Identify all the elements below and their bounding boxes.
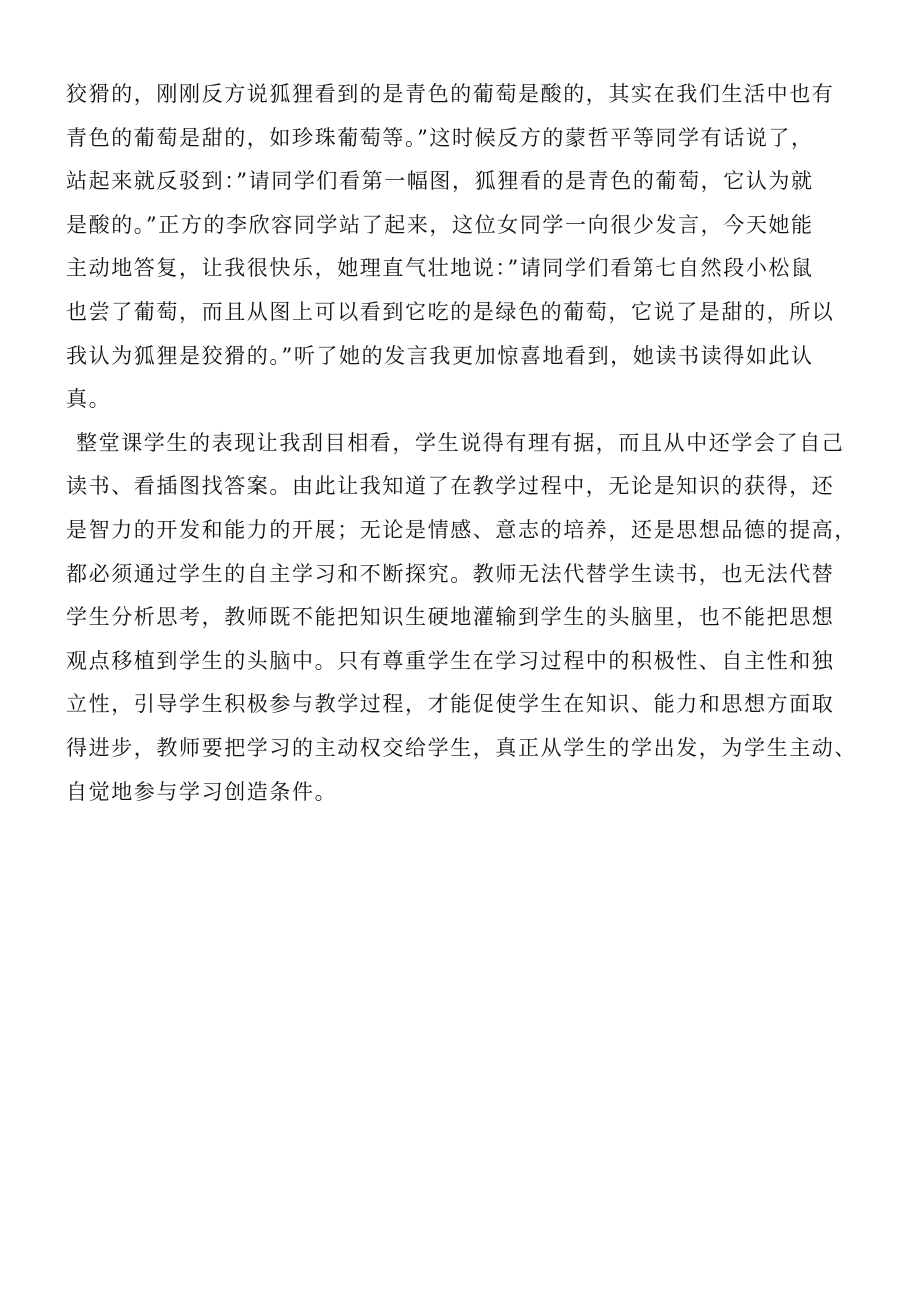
text-line: 狡猾的，刚刚反方说狐狸看到的是青色的葡萄是酸的，其实在我们生活中也有: [66, 82, 835, 106]
paragraph-1: [66, 73, 866, 422]
text-line: 我认为狐狸是狡猾的。”听了她的发言我更加惊喜地看到，她读书读得如此认: [66, 343, 814, 368]
text-line: 读书、看插图找答案。由此让我知道了在教学过程中，无论是知识的获得，还: [66, 474, 835, 499]
text-line: 得进步，教师要把学习的主动权交给学生，真正从学生的学出发，为学生主动、: [66, 735, 857, 760]
text-line: 真。: [66, 387, 112, 412]
text-line: 是智力的开发和能力的开展；无论是情感、意志的培养，还是思想品德的提高，: [66, 517, 857, 542]
text-line: 站起来就反驳到：”请同学们看第一幅图，狐狸看的是青色的葡萄，它认为就: [66, 169, 814, 194]
text-line: 整堂课学生的表现让我刮目相看，学生说得有理有据，而且从中还学会了自己: [76, 430, 845, 455]
text-line: 都必须通过学生的自主学习和不断探究。教师无法代替学生读书，也无法代替: [66, 561, 835, 586]
paragraph-2: [66, 422, 866, 814]
text-line: 也尝了葡萄，而且从图上可以看到它吃的是绿色的葡萄，它说了是甜的，所以: [66, 299, 835, 324]
text-line: 自觉地参与学习创造条件。: [66, 779, 338, 804]
text-line: 主动地答复，让我很快乐，她理直气壮地说：”请同学们看第七自然段小松鼠: [66, 256, 814, 281]
text-line: 青色的葡萄是甜的，如珍珠葡萄等。”这时候反方的蒙哲平等同学有话说了，: [66, 125, 814, 150]
text-line: 学生分析思考，教师既不能把知识生硬地灌输到学生的头脑里，也不能把思想: [66, 605, 835, 630]
text-line: 是酸的。”正方的李欣容同学站了起来，这位女同学一向很少发言，今天她能: [66, 212, 814, 237]
text-line: 立性，引导学生积极参与教学过程，才能促使学生在知识、能力和思想方面取: [66, 692, 835, 717]
document-page: [66, 73, 866, 814]
text-line: 观点移植到学生的头脑中。只有尊重学生在学习过程中的积极性、自主性和独: [66, 648, 835, 673]
